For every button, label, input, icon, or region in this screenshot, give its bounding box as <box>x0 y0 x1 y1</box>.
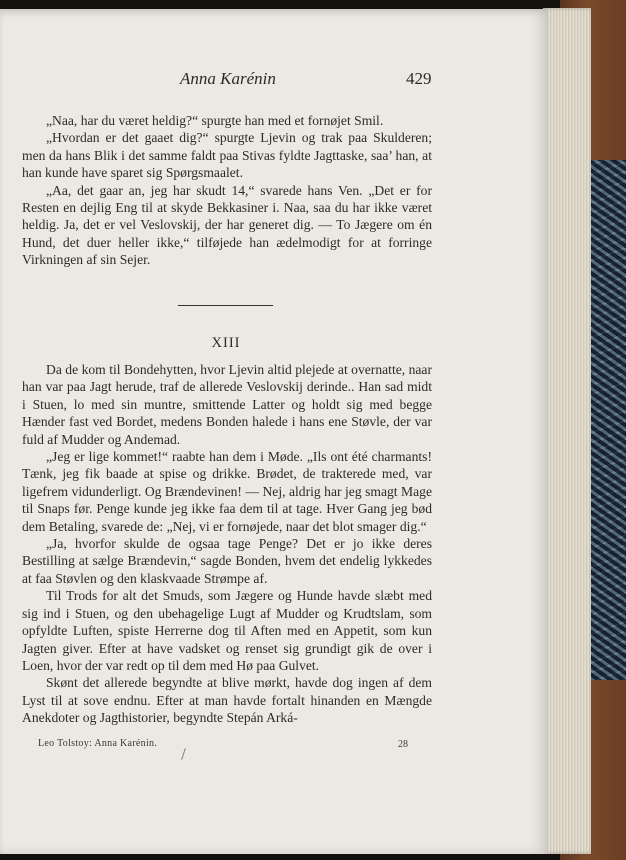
sheet-number: 28 <box>398 739 408 750</box>
paragraph: Skønt det allerede begyndte at blive mørkt, havde dog ingen af dem Lyst til at sove endnu. Efter at man havde fortalt hinanden en Mængde Anekdoter og Jagthistorier, begyndte Stepán Arká- <box>22 675 432 726</box>
paragraph: „Aa, det gaar an, jeg har skudt 14,“ svarede hans Ven. „Det er for Resten en dejlig Eng til at skyde Bekkasiner i. Naa, saa du har ikke været heldig. Ja, det er vel Veslovskij, der har generet dig. — To Jægere om én Hund, det duer heller ikke,“ tilføjede han ædelmodigt for at forringe Virkningen af sin Sejer. <box>22 182 432 268</box>
running-title: Anna Karénin <box>180 69 276 88</box>
running-header <box>0 69 548 93</box>
paragraph: Da de kom til Bondehytten, hvor Ljevin altid plejede at overnatte, naar han var paa Jagt herude, traf de allerede Veslovskij derinde.. Han sad midt i Stuen, lo med sin muntre, smittende Latter og holdt sig med begge Hænder fast ved Bordet, medens Bonden halede i hans ene Støvle, der var fuld af Mudder og Andemad. <box>22 362 432 447</box>
pencil-mark <box>181 748 186 760</box>
text-block-before-chapter <box>22 112 432 269</box>
text-block-chapter <box>22 361 432 727</box>
paragraph: Til Trods for alt det Smuds, som Jægere og Hunde havde slæbt med sig ind i Stuen, og den ubehagelige Lugt af Mudder og Krudtslam, som opfyldte Luften, spiste Herrerne dog til Aften med en Appetit, som kun Jagten giver. Efter at have vadsket og renset sig grundigt gik de over i Loen, hvor der var redt op til dem med Hø paa Gulvet. <box>22 588 432 673</box>
printer-signature: Leo Tolstoy: Anna Karénin. <box>38 738 158 749</box>
chapter-heading: XIII <box>211 335 241 351</box>
paragraph: „Naa, har du været heldig?“ spurgte han med et fornøjet Smil. <box>46 113 384 128</box>
paragraph: „Jeg er lige kommet!“ raabte han dem i Møde. „Ils ont été charmants! Tænk, jeg fik baade at spise og drikke. Brødet, de trakterede med, var ligefrem vidunderligt. Og Brændevinen! — Nej, aldrig har jeg smagt Mage til Snaps før. Penge kunde jeg ikke faa dem til at tage. Hver Gang jeg bød dem Betaling, svarede de: „Nej, vi er fornøjede, naar det blot smager dig.“ <box>22 449 432 534</box>
paragraph: „Ja, hvorfor skulde de ogsaa tage Penge? Det er jo ikke deres Bestilling at sælge Brændevin,“ sagde Bonden, hvem det endelig lykkedes at faa Støvlen og den klaskvaade Strømpe af. <box>22 536 432 586</box>
book-page <box>0 9 548 854</box>
page-number: 429 <box>406 69 432 88</box>
paragraph: „Hvordan er det gaaet dig?“ spurgte Ljevin og trak paa Skulderen; men da hans Blik i det samme faldt paa Stivas fyldte Jagttaske, saa’ han, at han kunde have sparet sig Spørgsmaalet. <box>22 130 432 181</box>
section-divider <box>178 305 273 306</box>
page-edges <box>543 8 591 854</box>
marbled-endpaper <box>590 160 626 680</box>
